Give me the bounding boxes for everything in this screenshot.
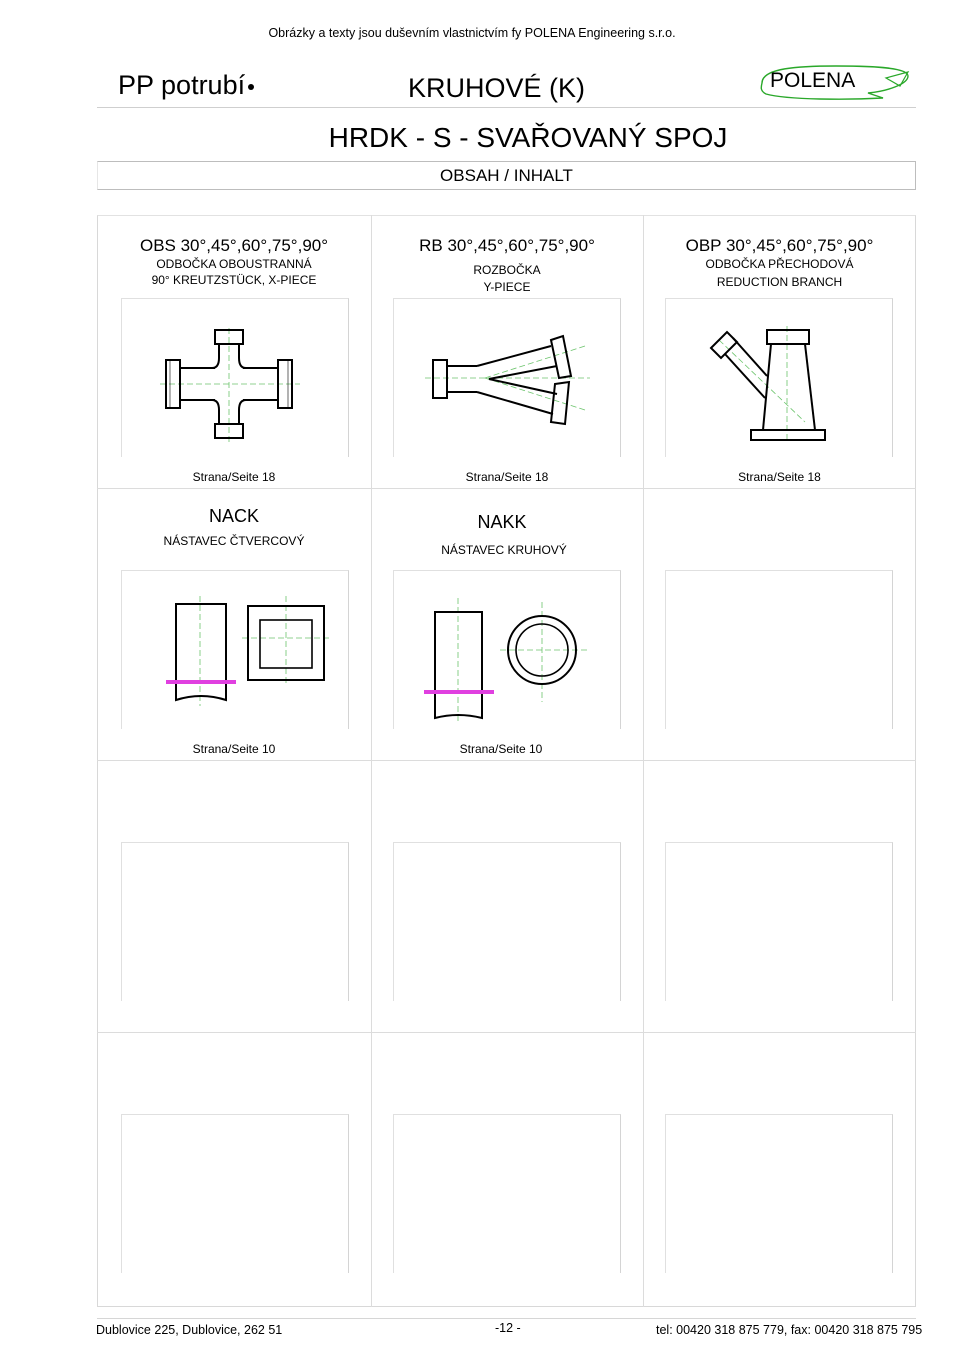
contents-heading: OBSAH / INHALT bbox=[97, 161, 916, 190]
grid-divider bbox=[97, 488, 916, 489]
y-piece-drawing bbox=[425, 332, 595, 432]
item-title[interactable]: NACK bbox=[208, 506, 259, 526]
item-title[interactable]: OBS 30°,45°,60°,75°,90° bbox=[139, 236, 329, 255]
cross-piece-drawing bbox=[160, 328, 300, 443]
copyright-notice: Obrázky a texty jsou duševním vlastnictvím fy POLENA Engineering s.r.o. bbox=[268, 26, 676, 40]
item-desc-cz: NÁSTAVEC KRUHOVÝ bbox=[441, 543, 567, 557]
item-page-ref[interactable]: Strana/Seite 18 bbox=[738, 470, 821, 484]
drawing-frame bbox=[665, 570, 893, 729]
grid-divider bbox=[97, 1032, 916, 1033]
drawing-frame bbox=[121, 1114, 349, 1273]
drawing-frame bbox=[665, 842, 893, 1001]
round-socket-drawing bbox=[420, 598, 595, 723]
item-desc-de: Y-PIECE bbox=[483, 280, 531, 294]
item-desc-cz: NÁSTAVEC ČTVERCOVÝ bbox=[163, 534, 305, 548]
item-desc-cz: ROZBOČKA bbox=[473, 263, 541, 277]
footer-address: Dublovice 225, Dublovice, 262 51 bbox=[96, 1323, 283, 1337]
reduction-branch-drawing bbox=[705, 326, 835, 442]
logo-text: POLENA bbox=[770, 69, 856, 92]
item-title[interactable]: NAKK bbox=[477, 512, 527, 532]
drawing-frame bbox=[393, 1114, 621, 1273]
item-page-ref[interactable]: Strana/Seite 18 bbox=[192, 470, 276, 484]
square-socket-drawing bbox=[160, 596, 335, 706]
drawing-frame bbox=[665, 1114, 893, 1273]
polena-logo bbox=[758, 64, 916, 102]
footer-page-number: -12 - bbox=[495, 1321, 521, 1335]
item-page-ref[interactable]: Strana/Seite 10 bbox=[192, 742, 276, 756]
footer-contact: tel: 00420 318 875 779, fax: 00420 318 875 795 bbox=[656, 1323, 923, 1337]
item-page-ref[interactable]: Strana/Seite 10 bbox=[459, 742, 543, 756]
item-page-ref[interactable]: Strana/Seite 18 bbox=[465, 470, 549, 484]
header-category: KRUHOVÉ (K) bbox=[408, 73, 586, 103]
item-desc-de: REDUCTION BRANCH bbox=[716, 275, 843, 289]
item-desc-de: 90° KREUTZSTÜCK, X-PIECE bbox=[151, 273, 317, 287]
item-title[interactable]: RB 30°,45°,60°,75°,90° bbox=[419, 236, 595, 255]
grid-divider bbox=[371, 215, 372, 1307]
item-title[interactable]: OBP 30°,45°,60°,75°,90° bbox=[685, 236, 874, 255]
document-subtitle: HRDK - S - SVAŘOVANÝ SPOJ bbox=[328, 122, 728, 153]
header-product-line bbox=[118, 70, 254, 101]
grid-divider bbox=[97, 760, 916, 761]
grid-divider bbox=[643, 215, 644, 1307]
bullet-icon bbox=[248, 84, 254, 90]
drawing-frame bbox=[393, 842, 621, 1001]
item-desc-cz: ODBOČKA OBOUSTRANNÁ bbox=[156, 257, 312, 271]
header-left-label: PP potrubí bbox=[118, 70, 246, 100]
header-divider bbox=[97, 107, 916, 108]
footer-divider bbox=[97, 1318, 916, 1319]
item-desc-cz: ODBOČKA PŘECHODOVÁ bbox=[705, 257, 854, 271]
drawing-frame bbox=[121, 842, 349, 1001]
